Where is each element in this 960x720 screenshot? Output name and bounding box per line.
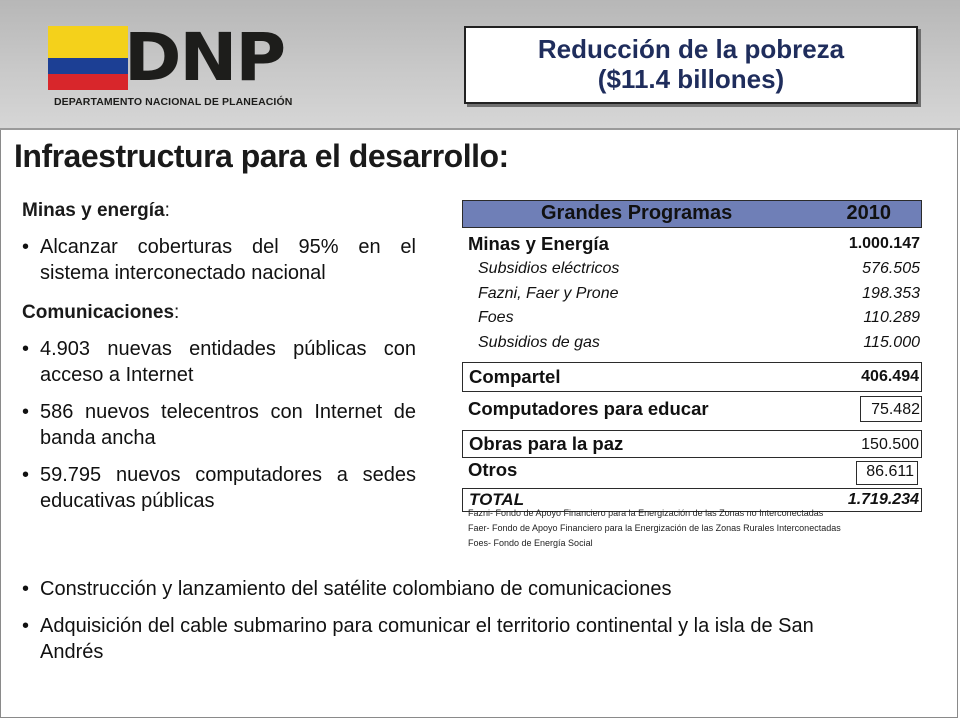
row-label: Obras para la paz — [469, 433, 624, 454]
section-title-comunicaciones: Comunicaciones: — [22, 302, 180, 323]
table-row — [462, 430, 922, 458]
table-row — [462, 307, 922, 332]
programs-table — [462, 200, 922, 512]
row-value: 406.494 — [861, 368, 919, 385]
row-label: Minas y Energía — [468, 233, 609, 254]
colombia-flag-icon — [48, 26, 128, 90]
section-title-minas: Minas y energía: — [22, 200, 170, 221]
logo-brand: DNP — [124, 19, 285, 96]
row-value: 110.289 — [863, 309, 920, 326]
title-box — [464, 26, 918, 104]
table-row — [462, 458, 922, 486]
table-row — [462, 362, 922, 392]
row-value: 150.500 — [861, 436, 919, 453]
row-value: 115.000 — [863, 333, 920, 351]
bullet-item: • Adquisición del cable submarino para comunicar el territorio continental y la isla de San Andrés — [22, 613, 852, 665]
row-value: 75.482 — [871, 401, 920, 418]
title-line-2: ($11.4 billones) — [597, 64, 785, 94]
table-row — [462, 228, 922, 258]
row-value: 1.719.234 — [847, 491, 919, 508]
bullet-item: • Construcción y lanzamiento del satélite colombiano de comunicaciones — [22, 576, 852, 602]
footnote: Faer- Fondo de Apoyo Financiero para la Energización de las Zonas Rurales Interconectadas — [468, 523, 841, 533]
table-header-year: 2010 — [846, 202, 891, 224]
table-row — [462, 392, 922, 426]
row-label: Subsidios eléctricos — [478, 260, 620, 277]
left-column — [22, 200, 416, 525]
row-label: Compartel — [469, 366, 561, 387]
row-label: Foes — [478, 309, 514, 326]
row-value: 198.353 — [862, 284, 920, 302]
title-line-1: Reducción de la pobreza — [537, 34, 845, 64]
row-label: Otros — [468, 459, 518, 480]
table-row — [462, 258, 922, 283]
footnote: Fazni- Fondo de Apoyo Financiero para la Energización de las Zonas no Interconectadas — [468, 508, 824, 518]
row-value: 576.505 — [862, 260, 920, 277]
row-value: 86.611 — [866, 463, 914, 480]
table-header — [462, 200, 922, 228]
bullet-item: • 586 nuevos telecentros con Internet de banda ancha — [22, 399, 416, 451]
row-label: Computadores para educar — [468, 398, 709, 419]
row-label: Subsidios de gas — [478, 333, 600, 351]
table-row — [462, 283, 922, 308]
full-width-bullets — [22, 576, 852, 676]
bullet-item: • 4.903 nuevas entidades públicas con acceso a Internet — [22, 336, 416, 388]
logo-subtitle: DEPARTAMENTO NACIONAL DE PLANEACIÓN — [54, 96, 293, 108]
bullet-item: • 59.795 nuevos computadores a sedes educativas públicas — [22, 462, 416, 514]
table-row — [462, 332, 922, 357]
header-band — [0, 0, 960, 130]
row-label: TOTAL — [469, 490, 525, 509]
footnote: Foes- Fondo de Energía Social — [468, 538, 593, 548]
table-header-programs: Grandes Programas — [541, 202, 733, 224]
dnp-logo — [48, 19, 298, 110]
row-label: Fazni, Faer y Prone — [478, 284, 619, 302]
page-heading: Infraestructura para el desarrollo: — [14, 138, 509, 174]
table-footnotes — [468, 506, 841, 551]
bullet-item: • Alcanzar coberturas del 95% en el sistema interconectado nacional — [22, 234, 416, 286]
row-value: 1.000.147 — [848, 235, 920, 252]
